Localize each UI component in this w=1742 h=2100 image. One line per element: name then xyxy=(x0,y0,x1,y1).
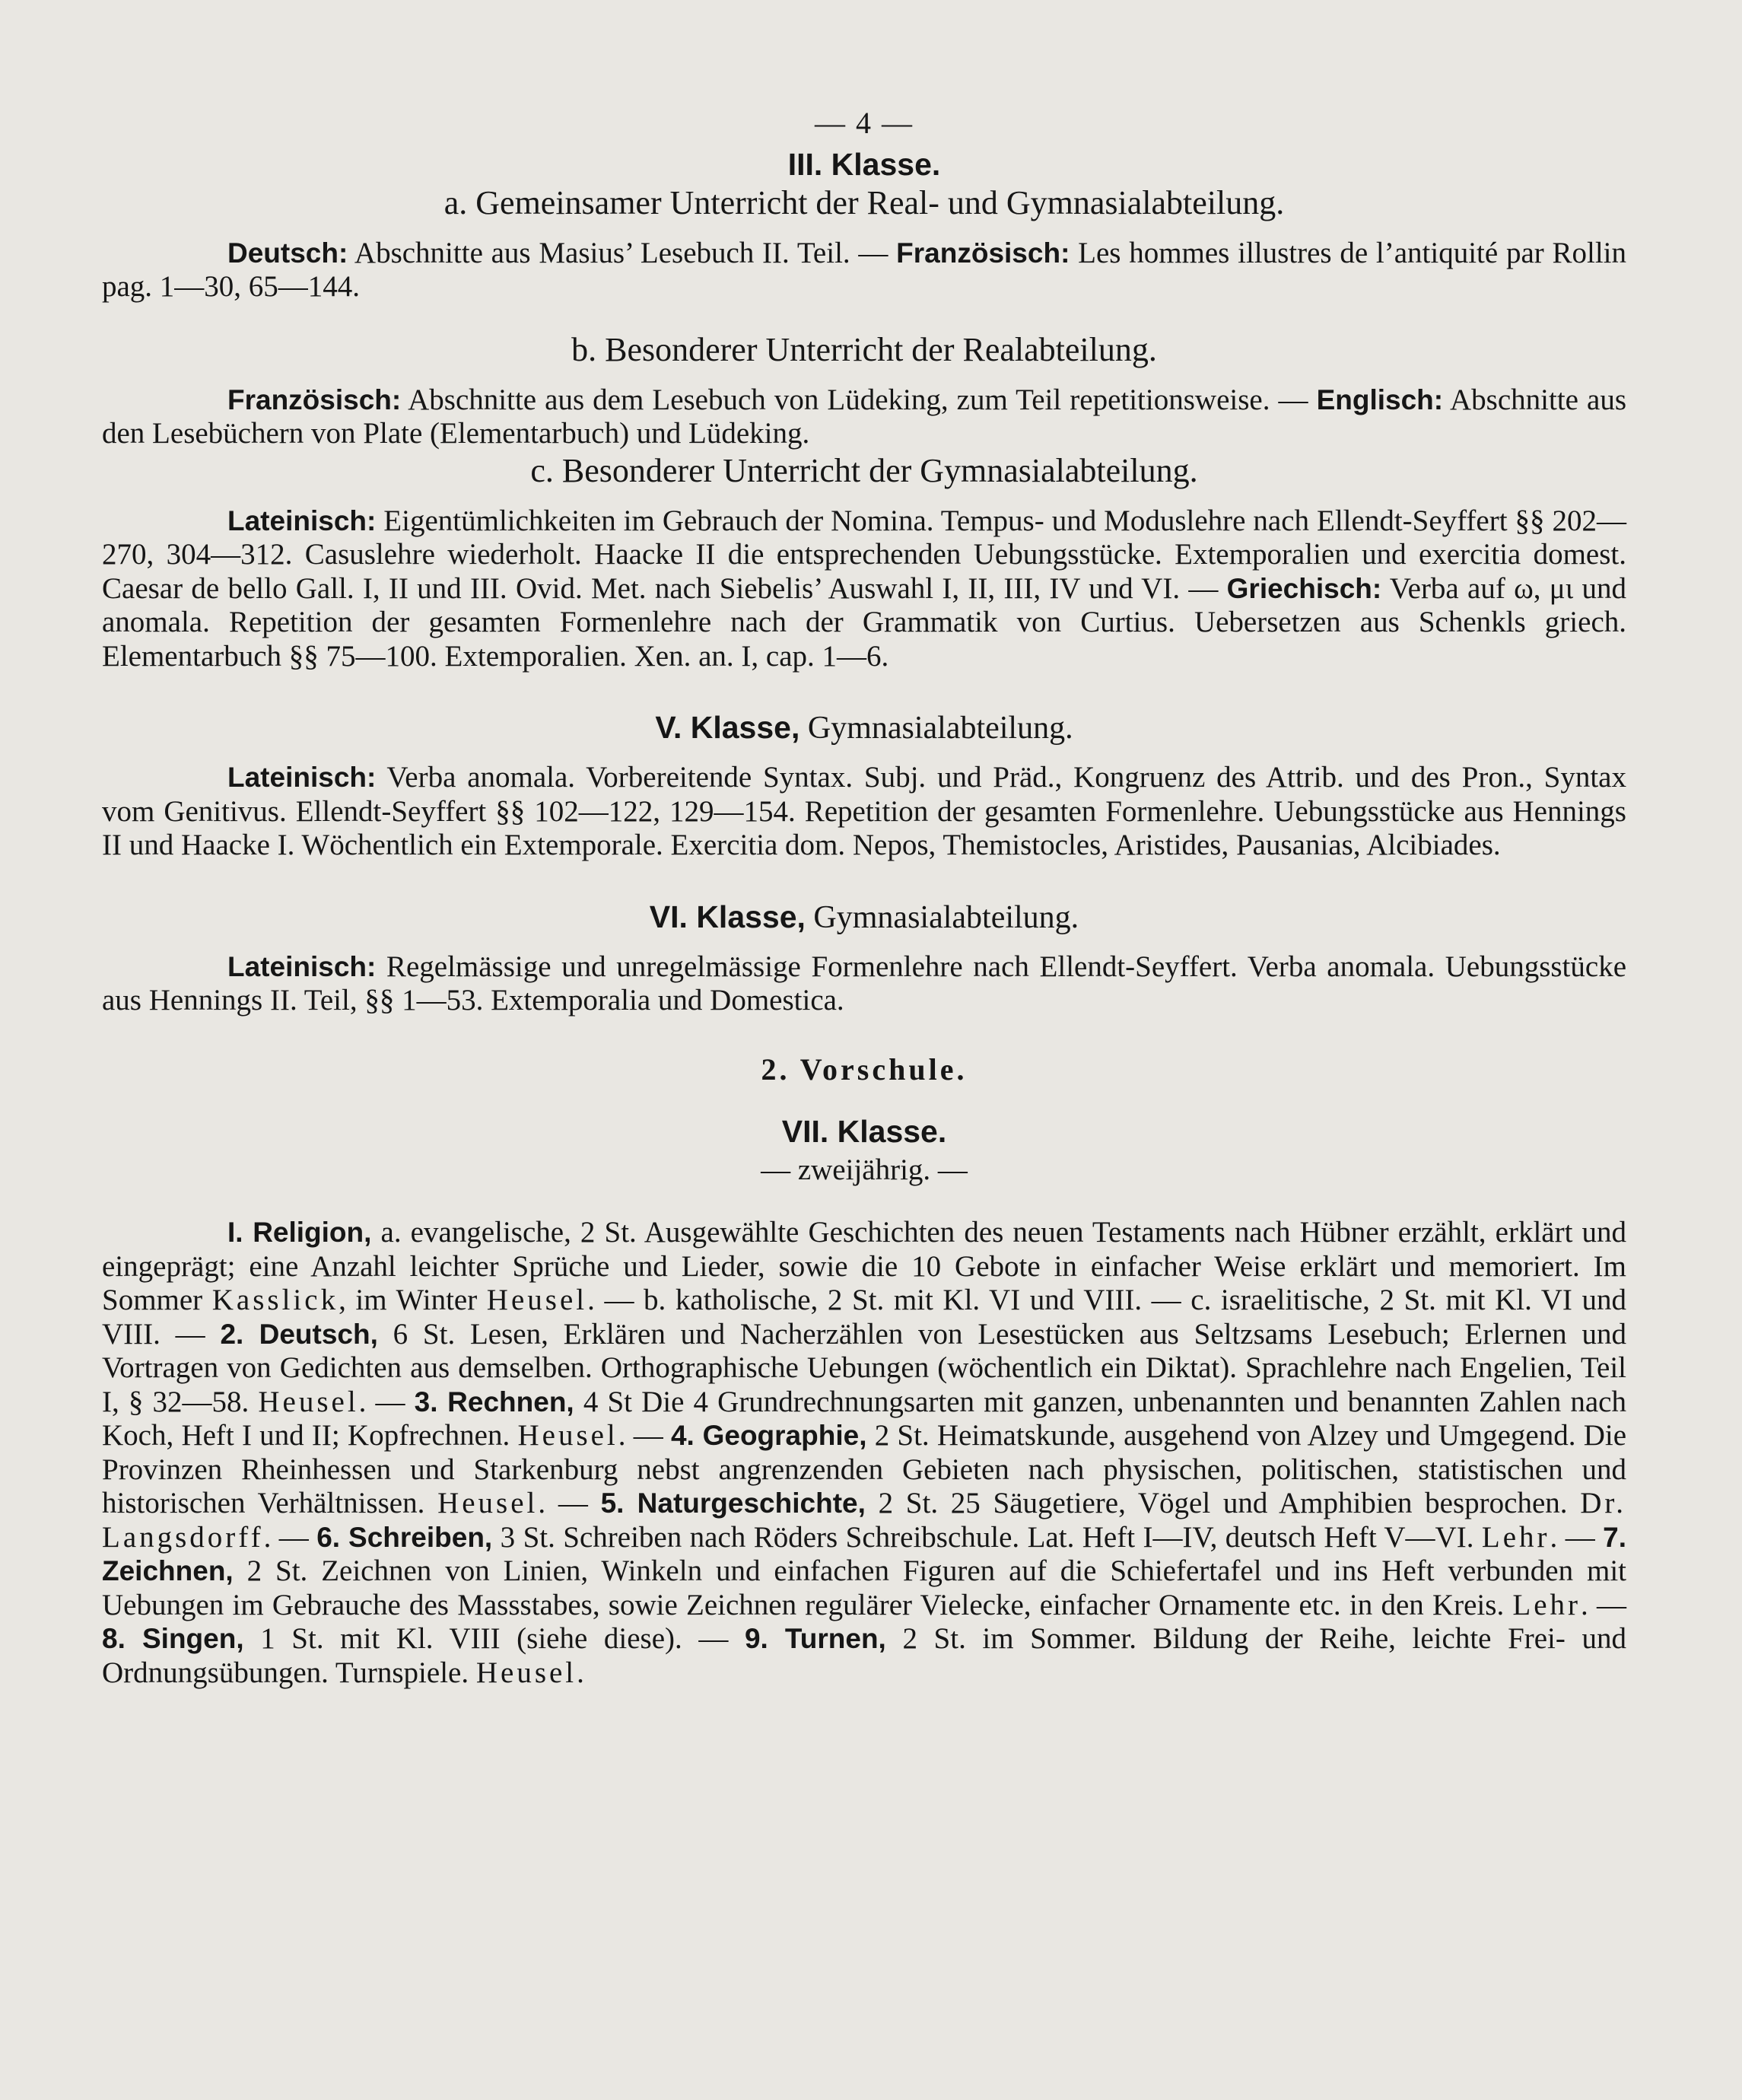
subheading-b: b. Besonderer Unterricht der Realabteilung. xyxy=(571,330,1157,368)
subject-label: Griechisch: xyxy=(1226,572,1382,604)
paragraph-3b xyxy=(102,383,1626,451)
heading-klasse-3: III. Klasse. xyxy=(787,146,941,182)
paragraph-text: 4 St Die 4 Grundrechnungsarten mit ganzen, unbenannten und benannten Zahlen nach Koch, Heft I und II; Kopfrechnen. xyxy=(102,1385,1626,1452)
subject-label: Französisch: xyxy=(227,383,402,415)
teacher-name: Lehr xyxy=(1481,1520,1550,1554)
paragraph-text: 6 St. Lesen, Erklären und Nacherzählen von Lesestücken aus Seltzsams Lesebuch; Erlernen und Vortragen von Gedichten aus demselben. Orthographische Uebungen (wöchentlich ein Diktat). Sprachlehre nach Engelien, Teil I, § 32—58. xyxy=(102,1317,1626,1418)
paragraph-text: 1 St. mit Kl. VIII (siehe diese). — xyxy=(243,1622,745,1655)
paragraph-6 xyxy=(102,950,1626,1018)
paragraph-text: . — xyxy=(358,1385,415,1418)
subject-label: 4. Geographie, xyxy=(670,1420,867,1451)
section-vorschule: 2. Vorschule. xyxy=(761,1052,968,1087)
paragraph-text: . — xyxy=(1550,1520,1604,1554)
paragraph-text: a. evangelische, 2 St. Ausgewählte Geschichten des neuen Testaments nach Hübner erzählt, erklärt und eingeprägt; eine Anzahl leichter Sprüche und Lieder, sowie die 10 Gebote in einfacher Weise erklärt und memoriert. Im Sommer xyxy=(102,1216,1627,1316)
paragraph-3c xyxy=(102,504,1626,674)
paragraph-text: . — b. katholische, 2 St. mit Kl. VI und VIII. — c. israelitische, 2 St. mit Kl. VI und VIII. — xyxy=(102,1284,1626,1351)
heading-klasse-5 xyxy=(102,708,1626,747)
subheading-c: c. Besonderer Unterricht der Gymnasialabteilung. xyxy=(530,451,1198,489)
teacher-name: Heusel xyxy=(475,1656,577,1689)
paragraph-text: Les hommes illustres de l’antiquité par Rollin pag. 1—30, 65—144. xyxy=(102,236,1627,303)
paragraph-text: 2 St. im Sommer. Bildung der Reihe, leichte Frei- und Ordnungsübungen. Turnspiele. xyxy=(102,1622,1626,1689)
subject-label: 7. Zeichnen, xyxy=(102,1521,1626,1586)
paragraph-text: Abschnitte aus Masius’ Lesebuch II. Teil. — xyxy=(348,236,897,269)
heading-rest: Gymnasialabteilung. xyxy=(799,711,1073,746)
teacher-name: Kasslick xyxy=(211,1284,339,1316)
subject-label: Französisch: xyxy=(896,237,1070,269)
teacher-name: Heusel xyxy=(517,1419,618,1452)
paragraph-text: 2 St. Zeichnen von Linien, Winkeln und einfachen Figuren auf die Schiefertafel und ins Heft verbunden mit Uebungen im Gebrauche des Massstabes, sowie Zeichnen regulärer Vielecke, einfacher Ornamente etc. in den Kreis. xyxy=(102,1554,1626,1621)
subject-label: I. Religion, xyxy=(227,1217,372,1248)
subject-label: Lateinisch: xyxy=(227,762,377,793)
subject-label: Deutsch: xyxy=(227,237,348,269)
paragraph-text: Abschnitte aus dem Lesebuch von Lüdeking, zum Teil repetitionsweise. — xyxy=(401,383,1317,416)
heading-bold: V. Klasse, xyxy=(655,710,800,745)
teacher-name: Heusel xyxy=(486,1284,588,1316)
heading-klasse-6 xyxy=(102,898,1626,937)
heading-rest: Gymnasialabteilung. xyxy=(805,899,1079,935)
subject-label: 2. Deutsch, xyxy=(220,1318,378,1350)
paragraph-text: . — xyxy=(618,1419,671,1452)
subject-label: 5. Naturgeschichte, xyxy=(600,1488,866,1519)
paragraph-text: . — xyxy=(263,1520,317,1554)
paragraph-text: 2 St. Heimatskunde, ausgehend von Alzey und Umgegend. Die Provinzen Rheinhessen und Starkenburg nebst angrenzenden Gebieten nach physischen, politischen, statistischen und historischen Verhältnissen. xyxy=(102,1419,1627,1519)
page-number: — 4 — xyxy=(815,106,914,140)
paragraph-text: Abschnitte aus den Lesebüchern von Plate (Elementarbuch) und Lüdeking. xyxy=(102,383,1626,450)
subject-label: 8. Singen, xyxy=(102,1623,244,1654)
teacher-name: Lehr xyxy=(1512,1588,1581,1621)
paragraph-7 xyxy=(102,1216,1626,1690)
paragraph-text: Regelmässige und unregelmässige Formenlehre nach Ellendt-Seyffert. Verba anomala. Uebungsstücke aus Hennings II. Teil, §§ 1—53. Extemporalia und Domestica. xyxy=(102,950,1626,1017)
subject-label: 6. Schreiben, xyxy=(316,1521,493,1553)
paragraph-text: 2 St. 25 Säugetiere, Vögel und Amphibien besprochen. xyxy=(865,1487,1581,1519)
heading-bold: VI. Klasse, xyxy=(649,899,806,934)
paragraph-text: , im Winter xyxy=(339,1284,487,1316)
paragraph-text: . xyxy=(577,1656,584,1689)
paragraph-5 xyxy=(102,761,1626,863)
paragraph-text: Verba anomala. Vorbereitende Syntax. Subj. und Präd., Kongruenz des Attrib. und des Pron., Syntax vom Genitivus. Ellendt-Seyffert §§ 102—122, 129—154. Repetition der gesamten Formenlehre. Uebungsstücke aus Hennings II und Haacke I. Wöchentlich ein Extemporale. Exercitia dom. Nepos, Themistocles, Aristides, Pausanias, Alcibiades. xyxy=(102,761,1626,861)
subject-label: 9. Turnen, xyxy=(744,1623,886,1654)
paragraph-text: Verba auf ω, μι und anomala. Repetition der gesamten Formenlehre nach der Grammatik von Curtius. Uebersetzen aus Schenkls griech. Elementarbuch §§ 75—100. Extemporalien. Xen. an. I, cap. 1—6. xyxy=(102,571,1626,673)
paragraph-text: . — xyxy=(1581,1588,1626,1621)
subject-label: Lateinisch: xyxy=(227,504,377,536)
subheading-zweijaehrig: — zweijährig. — xyxy=(761,1153,968,1186)
teacher-name: Dr. Langsdorff xyxy=(102,1487,1626,1554)
teacher-name: Heusel xyxy=(437,1487,539,1519)
subheading-a: a. Gemeinsamer Unterricht der Real- und Gymnasialabteilung. xyxy=(443,183,1285,221)
paragraph-text: Eigentümlichkeiten im Gebrauch der Nomina. Tempus- und Moduslehre nach Ellendt-Seyffert §§ 202—270, 304—312. Casuslehre wiederholt. Haacke II die entsprechenden Uebungsstücke. Extemporalien und exercitia domest. Caesar de bello Gall. I, II und III. Ovid. Met. nach Siebelis’ Auswahl I, II, III, IV und VI. — xyxy=(102,504,1626,605)
paragraph-text: . — xyxy=(538,1487,601,1519)
heading-klasse-7: VII. Klasse. xyxy=(781,1114,947,1149)
paragraph-3a xyxy=(102,237,1626,304)
paragraph-text: 3 St. Schreiben nach Röders Schreibschule. Lat. Heft I—IV, deutsch Heft V—VI. xyxy=(492,1520,1482,1554)
subject-label: Lateinisch: xyxy=(227,950,377,982)
subject-label: 3. Rechnen, xyxy=(414,1386,574,1418)
teacher-name: Heusel xyxy=(258,1385,359,1418)
subject-label: Englisch: xyxy=(1316,383,1444,415)
page-content xyxy=(102,107,1626,1690)
